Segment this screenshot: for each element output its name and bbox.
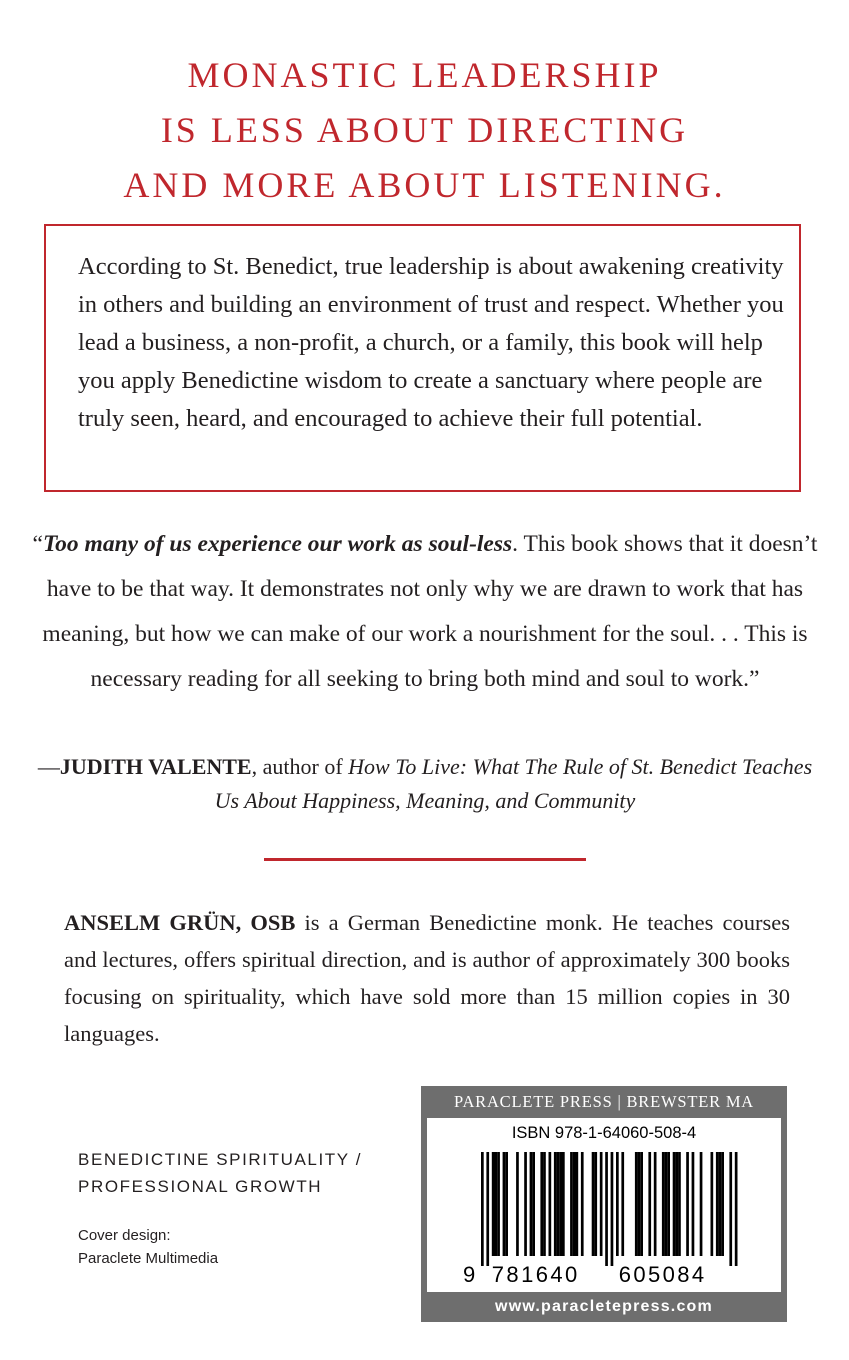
barcode-bar [532,1152,535,1256]
barcode-bar [719,1152,722,1256]
barcode-bar [497,1152,500,1256]
barcode-bar [678,1152,681,1256]
barcode-bar [611,1152,614,1266]
attribution-name: JUDITH VALENTE [59,754,252,779]
barcode-bar [570,1152,573,1256]
barcode-bar [481,1152,484,1266]
barcode-bar [573,1152,576,1256]
credit-line-2: Paraclete Multimedia [78,1250,219,1267]
barcode-bar [667,1152,670,1256]
headline [0,48,849,213]
barcode-bar [524,1152,527,1256]
attribution-mid: , author of [251,754,349,779]
barcode-bar [635,1152,638,1256]
barcode-bar [616,1152,619,1256]
cover-credit [78,1224,218,1270]
barcode-bar [640,1152,643,1256]
barcode-bar [662,1152,665,1256]
barcode-bar [605,1152,608,1266]
barcode-bar [576,1152,579,1256]
category-line-2: PROFESSIONAL GROWTH [78,1177,323,1196]
barcode-bar [621,1152,624,1256]
barcode-bar [505,1152,508,1256]
barcode-bar [673,1152,676,1256]
barcode-bar [495,1152,498,1256]
quote-body: . This book shows that it doesn’t have to be that way. It demonstrates not only why we are drawn to work that has meaning, but how we can make of our work a nourishment for the soul. . . This is necessary reading for all seeking to bring both mind and soul to work.” [42,531,818,692]
barcode-bar [594,1152,597,1256]
isbn-label: ISBN 978-1-64060-508-4 [511,1124,697,1142]
barcode-digits: 781640 [491,1262,580,1287]
category-line-1: BENEDICTINE SPIRITUALITY / [78,1150,363,1169]
headline-line-3: AND MORE ABOUT LISTENING. [123,165,726,205]
barcode-bar [686,1152,689,1256]
barcode-bar [543,1152,546,1256]
credit-line-1: Cover design: [78,1227,171,1244]
barcode-bar [654,1152,657,1256]
barcode-bar [665,1152,668,1256]
barcode-bar [592,1152,595,1256]
barcode-area [427,1118,781,1292]
attribution-dash: — [37,754,60,779]
barcode-bar [557,1152,560,1256]
barcode-panel [421,1086,787,1322]
barcode-bar [516,1152,519,1256]
barcode-bar [711,1152,714,1256]
blurb-box [44,224,801,492]
barcode-bar [716,1152,719,1256]
publisher-line: PARACLETE PRESS | BREWSTER MA [453,1092,755,1111]
barcode-bar [600,1152,603,1256]
barcode-bar [530,1152,533,1256]
barcode-bar [562,1152,565,1256]
barcode-bar [559,1152,562,1256]
barcode-bar [735,1152,738,1266]
publisher-website: www.paracletepress.com [495,1298,713,1315]
barcode-bar [648,1152,651,1256]
barcode-bar [503,1152,506,1256]
divider [264,858,586,861]
barcode-bar [549,1152,552,1256]
barcode-bar [638,1152,641,1256]
quote-attribution [30,750,820,818]
endorsement-quote [30,522,820,702]
barcode-bar [700,1152,703,1256]
barcode-digits: 9 [463,1262,478,1287]
barcode-bar [540,1152,543,1256]
barcode-bar [581,1152,584,1256]
category [78,1146,362,1200]
barcode-bar [554,1152,557,1256]
headline-line-1: MONASTIC LEADERSHIP [187,55,662,95]
barcode-bar [692,1152,695,1256]
quote-open-mark: “ [32,531,43,557]
barcode-bar [721,1152,724,1256]
attribution-book-title: How To Live: What The Rule of St. Benedict Teaches Us About Happiness, Meaning, and Community [214,754,813,813]
author-bio-text: is a German Benedictine monk. He teaches courses and lectures, offers spiritual direction, and is author of approximately 300 books focusing on spirituality, which have sold more than 15 million copies in 30 languages. [64,910,790,1046]
barcode-bar [675,1152,678,1256]
quote-lead: Too many of us experience our work as soul-less [42,531,513,557]
barcode-bar [492,1152,495,1256]
author-bio [64,904,790,1052]
blurb-text: According to St. Benedict, true leadership is about awakening creativity in others and building an environment of trust and respect. Whether you lead a business, a non-profit, a church, or a family, this book will help you apply Benedictine wisdom to create a sanctuary where people are truly seen, heard, and encouraged to achieve their full potential. [78,253,784,432]
author-name: ANSELM GRÜN, OSB [64,910,296,935]
barcode [427,1118,781,1292]
barcode-bar [486,1152,489,1266]
headline-line-2: IS LESS ABOUT DIRECTING [160,110,689,150]
barcode-digits: 605084 [618,1262,707,1287]
barcode-bar [729,1152,732,1266]
